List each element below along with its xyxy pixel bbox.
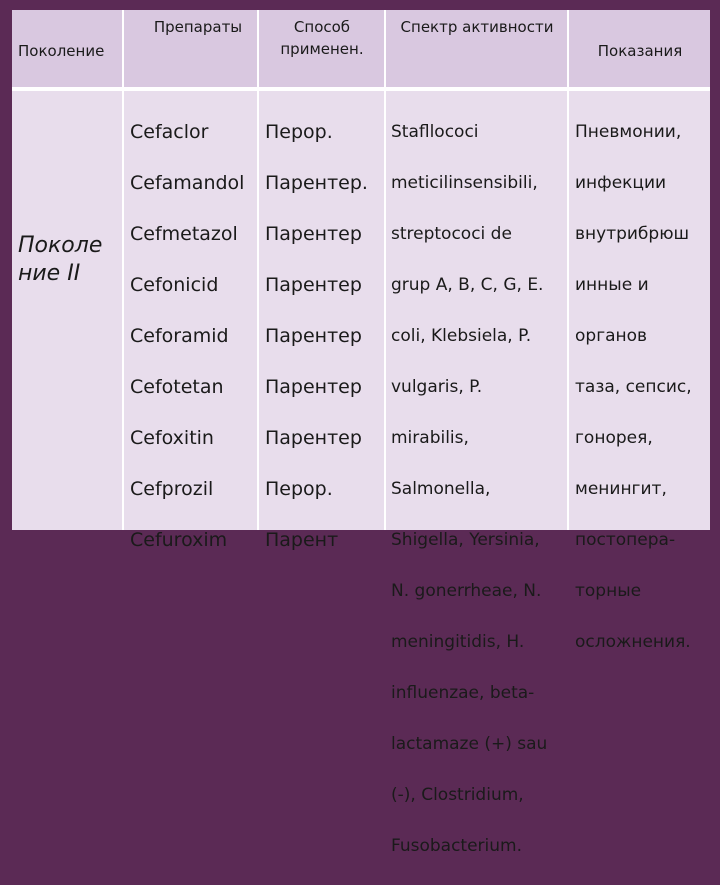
route-item: Парентер [265,324,362,347]
column-divider [122,10,124,530]
route-item: Перор. [265,120,333,143]
indication-line: осложнения. [575,631,691,652]
spectrum-line: Shigella, Yersinia, [391,529,540,550]
route-item: Парентер [265,222,362,245]
spectrum-line: streptococi de [391,223,512,244]
spectrum-line: influenzae, beta- [391,682,535,703]
spectrum-line: meticilinsensibili, [391,172,538,193]
header-divider [12,87,710,91]
indication-line: Пневмонии, [575,121,682,142]
indications-cell [575,94,709,681]
column-divider [257,10,259,530]
drug-item: Ceforamid [130,324,229,347]
route-item: Перор. [265,477,333,500]
drug-item: Cefaclor [130,120,209,143]
generation-line1: Поколе [18,233,103,258]
route-item: Парентер. [265,171,368,194]
header-indications: Показания [597,42,683,60]
route-item: Парентер [265,375,362,398]
spectrum-line: meningitidis, H. [391,631,525,652]
indication-line: постопера- [575,529,676,550]
indication-line: менингит, [575,478,667,499]
generation-line2: ние II [18,261,81,286]
indication-line: инные и [575,274,649,295]
route-item: Парент [265,528,339,551]
spectrum-line: Fusobacterium. [391,835,523,856]
route-item: Парентер [265,273,362,296]
generation-cell [18,232,102,288]
drug-item: Cefoxitin [130,426,214,449]
spectrum-line: lactamaze (+) sau [391,733,548,754]
spectrum-line: coli, Klebsiela, P. [391,325,532,346]
drug-item: Cefotetan [130,375,224,398]
drug-item: Cefonicid [130,273,219,296]
indication-line: инфекции [575,172,667,193]
header-generation: Поколение [18,42,105,60]
drugs-cell [130,94,257,579]
header-spectrum: Спектр активности [400,18,554,36]
header-route [262,16,382,60]
drug-item: Cefuroxim [130,528,228,551]
indication-line: гонорея, [575,427,653,448]
spectrum-line: (-), Clostridium, [391,784,524,805]
header-route-line1: Способ [293,18,351,36]
spectrum-line: grup A, B, C, G, E. [391,274,544,295]
table [12,10,710,856]
spectrum-line: Stafllococi [391,121,479,142]
spectrum-cell [391,94,567,885]
drug-item: Cefprozil [130,477,214,500]
indication-line: торные [575,580,642,601]
header-drugs: Препараты [153,18,243,36]
spectrum-line: mirabilis, [391,427,469,448]
drug-item: Cefmetazol [130,222,238,245]
drug-item: Cefamandol [130,171,245,194]
route-item: Парентер [265,426,362,449]
indication-line: внутрибрюш [575,223,690,244]
spectrum-line: Salmonella, [391,478,491,499]
spectrum-line: vulgaris, P. [391,376,483,397]
spectrum-line: N. gonerrheae, N. [391,580,542,601]
column-divider [567,10,569,530]
indication-line: таза, сепсис, [575,376,692,397]
header-route-line2: применен. [280,40,364,58]
indication-line: органов [575,325,648,346]
route-cell [265,94,385,579]
